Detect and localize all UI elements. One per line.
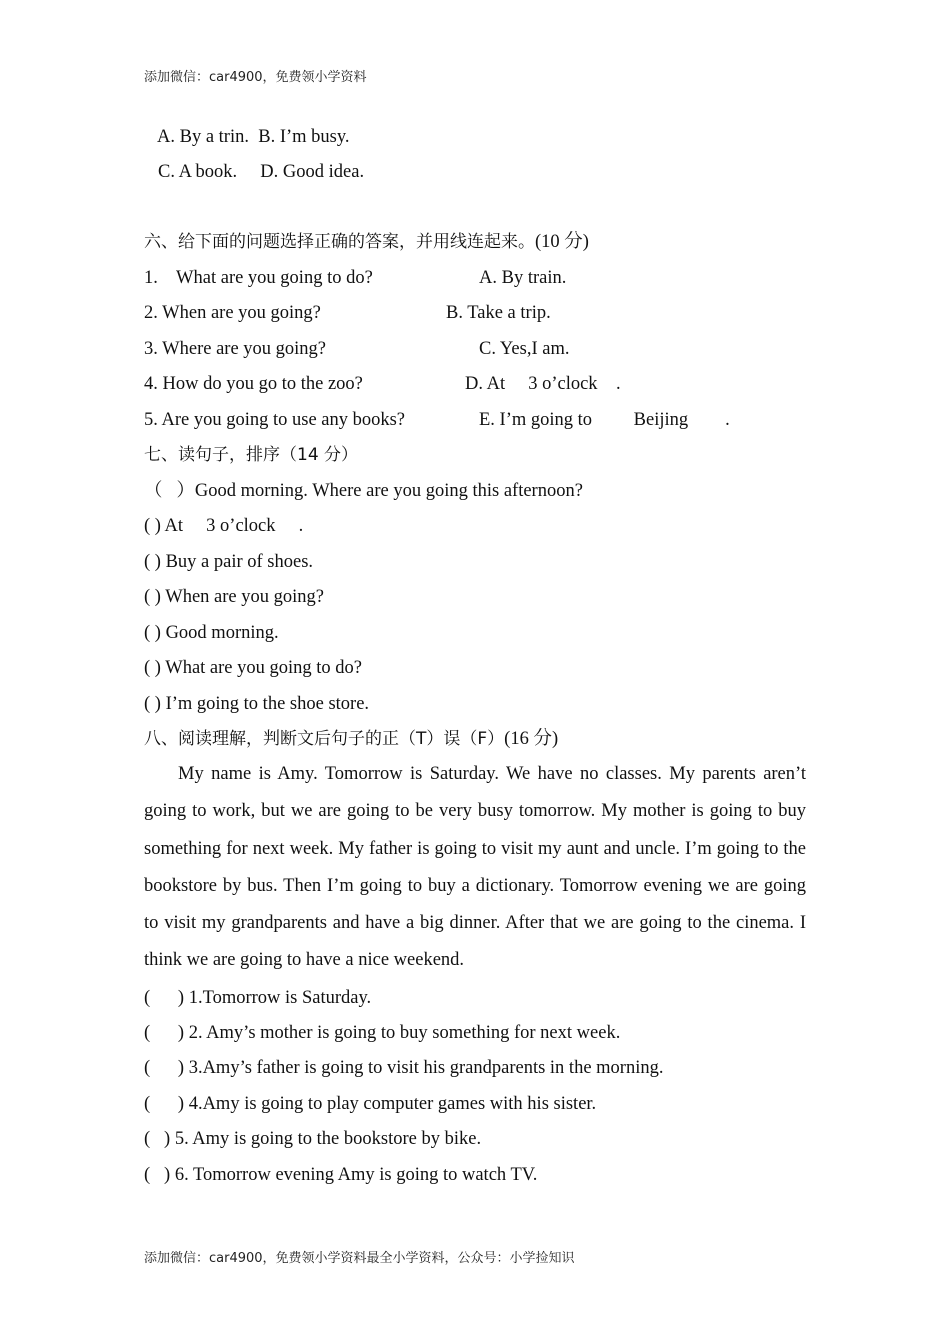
section6-title bbox=[144, 230, 589, 254]
section6-answer: D. At 3 o’clock . bbox=[465, 374, 621, 394]
section7-item: ( ) When are you going? bbox=[144, 587, 324, 607]
section7-item: ( ) Buy a pair of shoes. bbox=[144, 552, 314, 572]
section6-title-cn: 六、给下面的问题选择正确的答案，并用线连起来。 bbox=[144, 232, 535, 252]
section6-question: 3. Where are you going? bbox=[144, 339, 327, 359]
judgement-statement: ( ) 4.Amy is going to play computer games with his sister. bbox=[144, 1094, 597, 1114]
section7-item: ( ) I’m going to the shoe store. bbox=[144, 694, 370, 714]
section7-item: ( ) Good morning. bbox=[144, 623, 279, 643]
option-line-1: A. By a trin. B. I’m busy. bbox=[157, 127, 350, 147]
section8-title bbox=[144, 727, 558, 751]
judgement-statement: ( ) 5. Amy is going to the bookstore by bike. bbox=[144, 1129, 482, 1149]
section7-item: ( ) At 3 o’clock . bbox=[144, 516, 304, 536]
judgement-statement: ( ) 6. Tomorrow evening Amy is going to watch TV. bbox=[144, 1165, 538, 1185]
section7-item: （ ）Good morning. Where are you going this afternoon? bbox=[144, 481, 583, 501]
section6-question: 1. What are you going to do? bbox=[144, 268, 373, 288]
section6-answer: E. I’m going to Beijing . bbox=[479, 410, 730, 430]
judgement-statement: ( ) 3.Amy’s father is going to visit his grandparents in the morning. bbox=[144, 1058, 664, 1078]
page-footer: 添加微信：car4900，免费领小学资料最全小学资料，公众号：小学捡知识 bbox=[144, 1251, 575, 1266]
section6-question: 4. How do you go to the zoo? bbox=[144, 374, 363, 394]
judgement-statement: ( ) 1.Tomorrow is Saturday. bbox=[144, 988, 372, 1008]
page-header: 添加微信：car4900，免费领小学资料 bbox=[144, 70, 367, 85]
reading-passage: My name is Amy. Tomorrow is Saturday. We have no classes. My parents aren’t going to work, but we are going to be very busy tomorrow. My mother is going to buy something for next week. My father is going to visit my aunt and uncle. I’m going to the bookstore by bus. Then I’m going to buy a dictionary. Tomorrow evening we are going to visit my grandparents and have a big dinner. After that we are going to the cinema. I think we are going to have a nice weekend. bbox=[144, 764, 806, 971]
section7-item: ( ) What are you going to do? bbox=[144, 658, 362, 678]
section6-question: 2. When are you going? bbox=[144, 303, 321, 323]
section6-answer: C. Yes,I am. bbox=[479, 339, 570, 359]
option-line-2: C. A book. D. Good idea. bbox=[158, 162, 365, 182]
section6-answer: B. Take a trip. bbox=[446, 303, 551, 323]
section6-question: 5. Are you going to use any books? bbox=[144, 410, 406, 430]
section6-title-score: (10 分) bbox=[535, 232, 589, 252]
judgement-statement: ( ) 2. Amy’s mother is going to buy something for next week. bbox=[144, 1023, 621, 1043]
section7-title: 七、读句子，排序（14 分） bbox=[144, 445, 359, 465]
section6-answer: A. By train. bbox=[479, 268, 567, 288]
section8-title-cn: 八、阅读理解，判断文后句子的正（T）误（F） bbox=[144, 729, 505, 749]
section8-title-score: (16 分) bbox=[504, 729, 559, 749]
